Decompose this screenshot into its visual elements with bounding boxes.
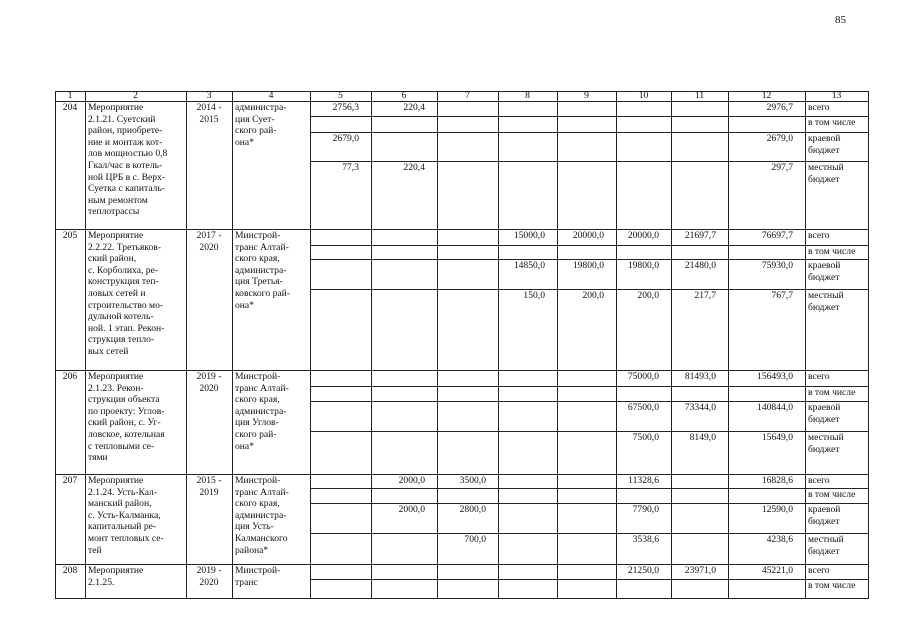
executor-line: транс Алтай- — [235, 486, 289, 498]
amount-cell: 67500,0 — [627, 402, 659, 413]
column-border — [437, 91, 438, 598]
measure-description-line: ловых сетей и — [88, 288, 146, 299]
group-separator — [55, 598, 869, 599]
amount-cell: 220,4 — [403, 102, 425, 113]
period-line: 2017 - — [196, 230, 222, 241]
amount-cell: 11328,6 — [628, 475, 659, 486]
period-line: 2019 - — [196, 371, 222, 382]
amount-cell: 73344,0 — [684, 402, 716, 413]
measure-description-line: капитальный ре- — [88, 521, 157, 533]
period-line: 2014 - — [196, 102, 222, 113]
column-border — [616, 91, 617, 598]
measure-description-line: 2.1.23. Рекон- — [88, 382, 144, 394]
funding-source-label: бюджет — [808, 443, 840, 455]
funding-source-label: в том числе — [808, 117, 856, 128]
funding-source-label: бюджет — [808, 301, 840, 313]
page-number: 85 — [835, 14, 846, 26]
amount-cell: 21250,0 — [627, 565, 659, 576]
measure-description-line: ным ремонтом — [88, 194, 148, 206]
column-header: 9 — [584, 90, 589, 101]
row-number: 205 — [62, 230, 78, 241]
measure-description-line: ние и монтаж кот- — [88, 136, 163, 148]
amount-cell: 20000,0 — [627, 230, 659, 241]
amount-cell: 2000,0 — [398, 475, 425, 486]
measure-description-line: манский район, — [88, 498, 152, 510]
measure-description-line: монт тепловых се- — [88, 533, 164, 544]
subrow-separator — [310, 488, 869, 489]
subrow-separator — [310, 386, 869, 387]
column-header: 7 — [465, 90, 470, 101]
executor-line: ского рай- — [235, 429, 277, 440]
period-line: 2019 — [199, 486, 219, 498]
amount-cell: 7790,0 — [632, 504, 659, 515]
column-header: 12 — [761, 90, 772, 101]
funding-source-label: всего — [808, 371, 830, 382]
amount-cell: 200,0 — [637, 290, 659, 301]
amount-cell: 15000,0 — [513, 230, 545, 241]
column-border — [868, 91, 869, 598]
executor-line: ского рай- — [235, 125, 277, 137]
funding-source-label: бюджет — [808, 545, 840, 557]
period-line: 2020 — [199, 576, 219, 588]
measure-description-line: Гкал/час в котель- — [88, 160, 163, 171]
measure-description-line: Мероприятие — [88, 230, 144, 241]
funding-source-label: всего — [808, 475, 830, 486]
funding-source-label: краевой — [808, 504, 841, 515]
column-border — [55, 91, 56, 598]
measure-description-line: ский район, с. Уг- — [88, 417, 161, 429]
executor-line: ского края, — [235, 498, 280, 510]
executor-line: транс Алтай- — [235, 382, 289, 394]
column-header: 13 — [831, 90, 842, 101]
period-line: 2020 — [199, 382, 219, 394]
funding-source-label: местный — [808, 432, 844, 443]
amount-cell: 156493,0 — [757, 371, 793, 382]
row-number: 207 — [62, 475, 78, 486]
measure-description-line: по проекту: Углов- — [88, 405, 165, 417]
column-header: 4 — [268, 90, 274, 101]
amount-cell: 150,0 — [523, 290, 545, 301]
column-border — [232, 91, 233, 598]
amount-cell: 2756,3 — [332, 102, 359, 113]
measure-description-line: строительство мо- — [88, 299, 164, 311]
funding-source-label: местный — [808, 290, 844, 301]
measure-description-line: с тепловыми се- — [88, 440, 155, 452]
executor-line: Минстрой- — [235, 371, 281, 382]
amount-cell: 2976,7 — [766, 102, 793, 113]
amount-cell: 2000,0 — [398, 504, 425, 515]
executor-line: администра- — [235, 264, 287, 276]
column-border — [186, 91, 187, 598]
executor-line: Калманского — [235, 533, 288, 544]
measure-description-line: с. Корболиха, ре- — [88, 264, 159, 276]
funding-source-label: в том числе — [808, 489, 856, 500]
amount-cell: 8149,0 — [689, 432, 716, 443]
amount-cell: 19800,0 — [572, 260, 604, 271]
subrow-separator — [310, 579, 869, 580]
executor-line: администра- — [235, 102, 287, 113]
amount-cell: 21697,7 — [684, 230, 716, 241]
amount-cell: 2800,0 — [459, 504, 486, 515]
funding-source-label: в том числе — [808, 580, 856, 591]
executor-line: транс Алтай- — [235, 241, 289, 253]
amount-cell: 16828,6 — [761, 475, 793, 486]
period-line: 2015 — [199, 113, 219, 125]
amount-cell: 12590,0 — [761, 504, 793, 515]
executor-line: Минстрой- — [235, 230, 281, 241]
executor-line: ция Углов- — [235, 417, 279, 429]
amount-cell: 7500,0 — [632, 432, 659, 443]
amount-cell: 767,7 — [771, 290, 793, 301]
measure-description-line: 2.2.22. Третьяков- — [88, 241, 162, 253]
amount-cell: 14850,0 — [513, 260, 545, 271]
amount-cell: 2679,0 — [332, 133, 359, 144]
amount-cell: 23971,0 — [684, 565, 716, 576]
subrow-separator — [310, 245, 869, 246]
amount-cell: 21480,0 — [684, 260, 716, 271]
measure-description-line: ной ЦРБ в с. Верх- — [88, 171, 166, 183]
executor-line: администра- — [235, 509, 287, 521]
measure-description-line: конструкция теп- — [88, 276, 159, 288]
funding-source-label: всего — [808, 565, 830, 576]
column-border — [498, 91, 499, 598]
executor-line: ция Сует- — [235, 113, 275, 125]
executor-line: она* — [235, 136, 254, 148]
executor-line: Минстрой- — [235, 565, 281, 576]
executor-line: Минстрой- — [235, 475, 281, 486]
amount-cell: 3500,0 — [459, 475, 486, 486]
column-border — [805, 91, 806, 598]
measure-description-line: ной. 1 этап. Рекон- — [88, 322, 165, 334]
measure-description-line: тей — [88, 544, 102, 556]
amount-cell: 45221,0 — [761, 565, 793, 576]
amount-cell: 220,4 — [403, 162, 425, 173]
measure-description-line: теплотрассы — [88, 206, 140, 218]
period-line: 2020 — [199, 241, 219, 253]
amount-cell: 81493,0 — [684, 371, 716, 382]
executor-line: ция Третья- — [235, 276, 283, 288]
executor-line: ковского рай- — [235, 288, 290, 299]
funding-source-label: местный — [808, 162, 844, 173]
measure-description-line: дульной котель- — [88, 311, 154, 323]
executor-line: она* — [235, 299, 254, 311]
amount-cell: 75000,0 — [627, 371, 659, 382]
measure-description-line: 2.1.24. Усть-Кал- — [88, 486, 158, 498]
amount-cell: 4238,6 — [766, 534, 793, 545]
funding-source-label: бюджет — [808, 173, 840, 185]
funding-source-label: бюджет — [808, 144, 840, 156]
measure-description-line: Мероприятие — [88, 371, 144, 382]
executor-line: транс — [235, 576, 258, 588]
amount-cell: 15649,0 — [761, 432, 793, 443]
measure-description-line: тями — [88, 452, 108, 464]
measure-description-line: ловское, котельная — [88, 429, 165, 440]
measure-description-line: Мероприятие — [88, 475, 144, 486]
amount-cell: 217,7 — [694, 290, 716, 301]
amount-cell: 76697,7 — [761, 230, 793, 241]
measure-description-line: 2.1.21. Суетский — [88, 113, 156, 125]
executor-line: ция Усть- — [235, 521, 274, 533]
column-border — [557, 91, 558, 598]
column-header: 11 — [694, 90, 705, 101]
executor-line: ского края, — [235, 394, 280, 406]
measure-description-line: район, приобрете- — [88, 125, 163, 137]
amount-cell: 200,0 — [582, 290, 604, 301]
funding-source-label: бюджет — [808, 515, 840, 527]
subrow-separator — [310, 116, 869, 117]
funding-source-label: краевой — [808, 260, 841, 271]
funding-source-label: всего — [808, 102, 830, 113]
measure-description-line: Суетка с капиталь- — [88, 183, 166, 195]
measure-description-line: струкция тепло- — [88, 334, 155, 346]
executor-line: ского края, — [235, 253, 280, 265]
executor-line: района* — [235, 544, 269, 556]
measure-description-line: с. Усть-Калманка, — [88, 509, 161, 521]
amount-cell: 19800,0 — [627, 260, 659, 271]
column-header: 6 — [401, 90, 407, 101]
amount-cell: 75930,0 — [761, 260, 793, 271]
amount-cell: 297,7 — [771, 162, 793, 173]
column-header: 10 — [638, 90, 649, 101]
funding-source-label: краевой — [808, 133, 841, 144]
measure-description-line: вых сетей — [88, 346, 129, 357]
executor-line: она* — [235, 440, 254, 452]
period-line: 2015 - — [196, 475, 222, 486]
measure-description-line: струкция объекта — [88, 394, 160, 406]
amount-cell: 20000,0 — [572, 230, 604, 241]
measure-description-line: Мероприятие — [88, 102, 144, 113]
amount-cell: 77,3 — [342, 162, 359, 173]
column-header: 8 — [525, 90, 530, 101]
column-header: 3 — [206, 90, 212, 101]
measure-description-line: лов мощностью 0,8 — [88, 148, 168, 160]
funding-source-label: бюджет — [808, 271, 840, 283]
column-border — [85, 91, 86, 598]
funding-source-label: в том числе — [808, 387, 856, 398]
funding-source-label: в том числе — [808, 246, 856, 257]
measure-description-line: 2.1.25. — [88, 576, 115, 588]
column-border — [671, 91, 672, 598]
row-number: 204 — [62, 102, 78, 113]
column-header: 2 — [133, 90, 138, 101]
funding-source-label: местный — [808, 534, 844, 545]
row-number: 208 — [62, 565, 78, 576]
executor-line: администра- — [235, 405, 287, 417]
row-number: 206 — [62, 371, 78, 382]
period-line: 2019 - — [196, 565, 222, 576]
amount-cell: 700,0 — [464, 534, 486, 545]
funding-source-label: бюджет — [808, 413, 840, 425]
column-header: 1 — [67, 90, 73, 101]
column-header: 5 — [338, 90, 343, 101]
amount-cell: 2679,0 — [766, 133, 793, 144]
measure-description-line: Мероприятие — [88, 565, 144, 576]
amount-cell: 3538,6 — [632, 534, 659, 545]
funding-source-label: краевой — [808, 402, 841, 413]
amount-cell: 140844,0 — [757, 402, 793, 413]
measure-description-line: ский район, — [88, 253, 137, 265]
funding-source-label: всего — [808, 230, 830, 241]
